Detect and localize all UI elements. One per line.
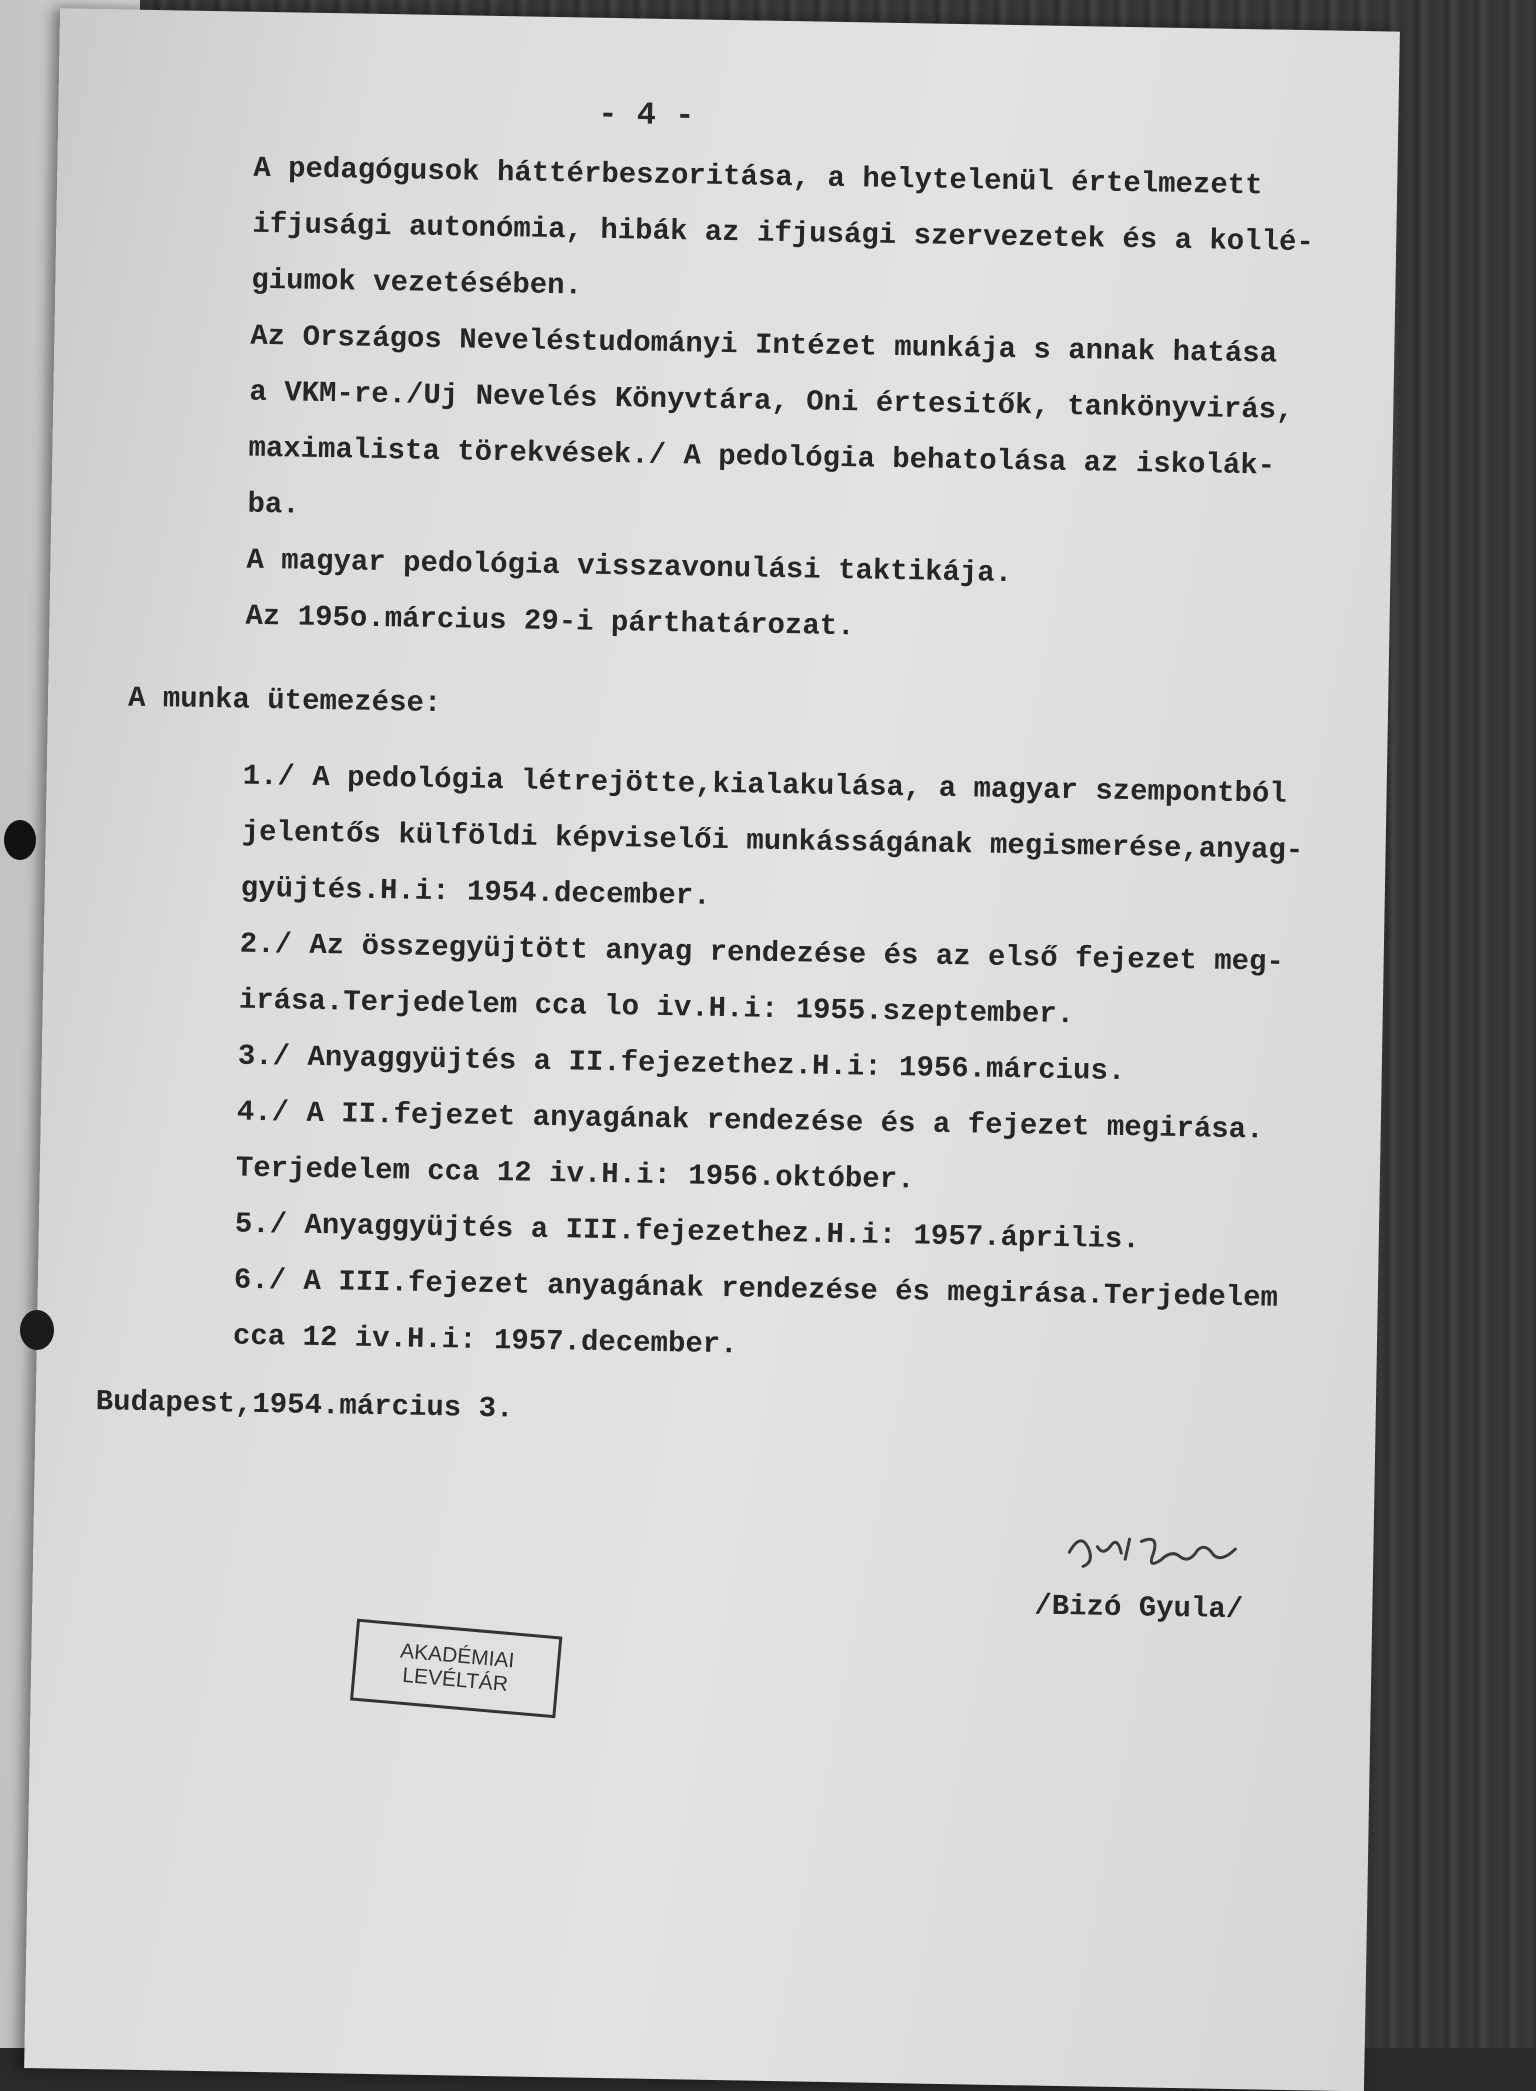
schedule-item: 6./ A III.fejezet anyagának rendezése és megirása.Terjedelem [233,1263,1279,1315]
schedule-item: 4./ A II.fejezet anyagának rendezése és a fejezet megirása. [236,1095,1264,1147]
stamp-line: LEVÉLTÁR [401,1663,509,1696]
handwritten-signature [1063,1522,1264,1595]
text-line: Az 195o.március 29-i párthatározat. [245,599,855,644]
text-line: ba. [247,487,300,522]
schedule-item: irása.Terjedelem cca lo iv.H.i: 1955.szeptember. [238,983,1075,1032]
archive-stamp [350,1619,562,1719]
schedule-item: 5./ Anyaggyüjtés a III.fejezethez.H.i: 1957.április. [234,1207,1141,1257]
schedule-item: gyüjtés.H.i: 1954.december. [240,871,711,913]
schedule-item: Terjedelem cca 12 iv.H.i: 1956.október. [235,1151,915,1197]
schedule-item: 3./ Anyaggyüjtés a II.fejezethez.H.i: 1956.március. [237,1039,1126,1089]
schedule-item: 2./ Az összegyüjtött anyag rendezése és az első fejezet meg- [239,927,1285,979]
text-line: A magyar pedológia visszavonulási taktikája. [246,543,1013,591]
text-line: A pedagógusok háttérbeszoritása, a helytelenül értelmezett [253,151,1263,203]
schedule-item: 1./ A pedológia létrejötte,kialakulása, a magyar szempontból [242,759,1288,811]
page-number: - 4 - [598,95,695,135]
stamp-line: AKADÉMIAI [399,1639,516,1673]
place-date: Budapest,1954.március 3. [95,1385,514,1426]
text-line: giumok vezetésében. [251,263,583,303]
text-line: ifjusági autonómia, hibák az ifjusági szervezetek és a kollé- [252,207,1315,260]
text-line: Az Országos Neveléstudományi Intézet munkája s annak hatása [250,319,1278,371]
signature-name: /Bizó Gyula/ [1034,1589,1244,1627]
text-line: a VKM-re./Uj Nevelés Könyvtára, Oni értesitők, tankönyvirás, [249,375,1294,427]
document-page [24,8,1400,2091]
punch-hole [20,1310,54,1350]
text-line: maximalista törekvések./ A pedológia behatolása az iskolák- [248,431,1276,483]
schedule-item: cca 12 iv.H.i: 1957.december. [232,1319,738,1362]
schedule-item: jelentős külföldi képviselői munkásságának megismerése,anyag- [241,815,1304,868]
section-heading: A munka ütemezése: [127,681,442,721]
punch-hole [4,820,36,860]
